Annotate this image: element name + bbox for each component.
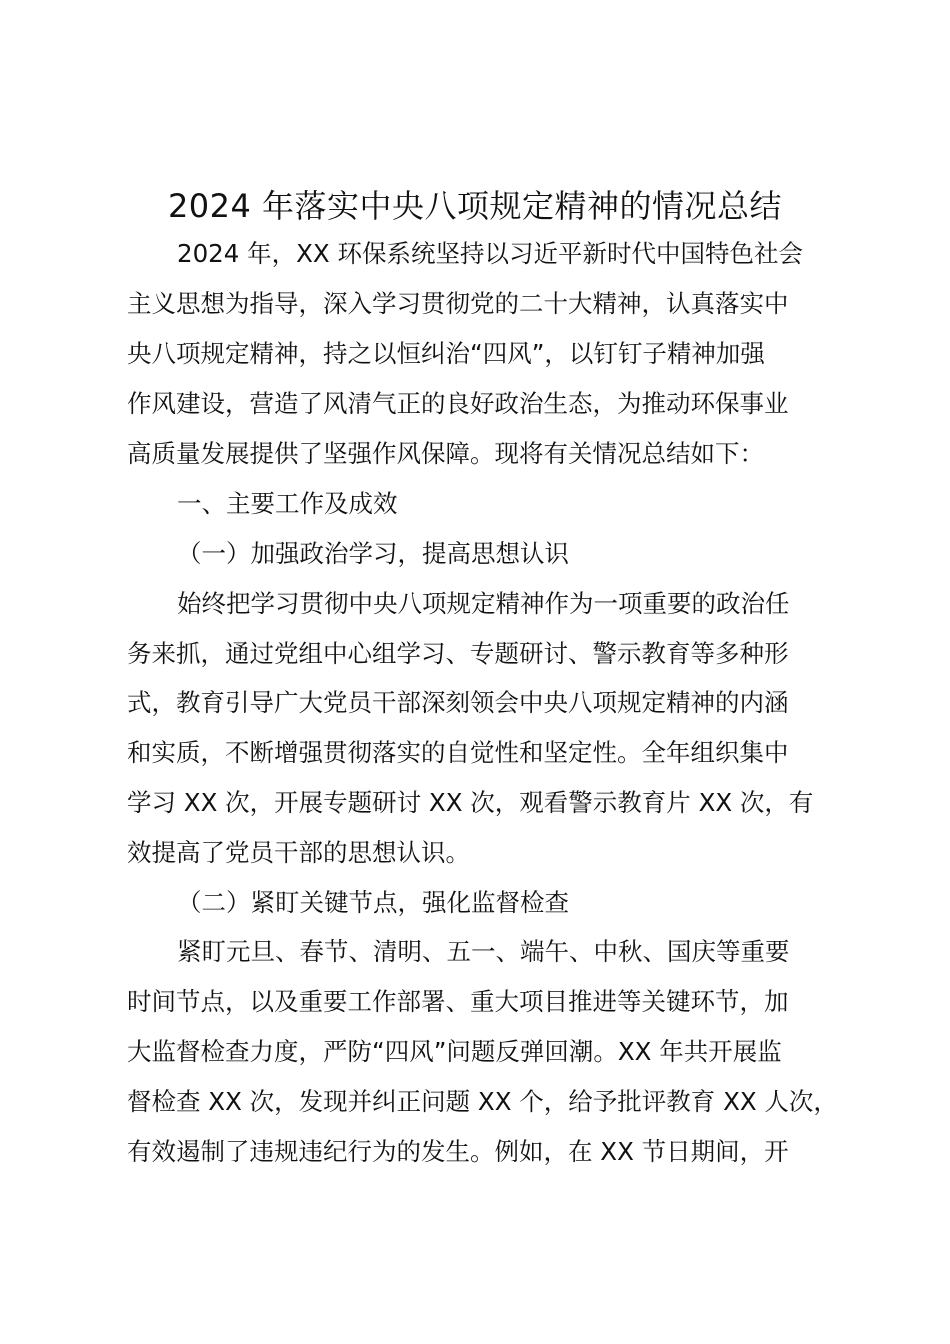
document-title: 2024 年落实中央八项规定精神的情况总结 [167, 187, 783, 225]
paragraph-line: 务来抓，通过党组中心组学习、专题研讨、警示教育等多种形 [127, 639, 789, 668]
paragraph-line: 大监督检查力度，严防“四风”问题反弹回潮。XX 年共开展监 [127, 1037, 782, 1066]
paragraph-line: 督检查 XX 次，发现并纠正问题 XX 个，给予批评教育 XX 人次， [127, 1087, 838, 1116]
paragraph-line: 紧盯元旦、春节、清明、五一、端午、中秋、国庆等重要 [177, 937, 790, 966]
paragraph-line: 央八项规定精神，持之以恒纠治“四风”，以钉钉子精神加强 [127, 339, 765, 368]
paragraph-line: 高质量发展提供了坚强作风保障。现将有关情况总结如下： [127, 439, 764, 468]
paragraph-line: 主义思想为指导，深入学习贯彻党的二十大精神，认真落实中 [127, 289, 789, 318]
subsection-heading: （二）紧盯关键节点，强化监督检查 [177, 888, 569, 917]
paragraph-line: 和实质，不断增强贯彻落实的自觉性和坚定性。全年组织集中 [127, 738, 789, 767]
paragraph-line: 2024 年，XX 环保系统坚持以习近平新时代中国特色社会 [177, 239, 803, 268]
subsection-heading: （一）加强政治学习，提高思想认识 [177, 539, 569, 568]
section-heading: 一、主要工作及成效 [177, 489, 398, 518]
paragraph-line: 学习 XX 次，开展专题研讨 XX 次，观看警示教育片 XX 次，有 [127, 788, 814, 817]
paragraph-line: 有效遏制了违规违纪行为的发生。例如，在 XX 节日期间，开 [127, 1137, 789, 1166]
paragraph-line: 式，教育引导广大党员干部深刻领会中央八项规定精神的内涵 [127, 688, 789, 717]
paragraph-line: 始终把学习贯彻中央八项规定精神作为一项重要的政治任 [177, 589, 790, 618]
paragraph-line: 效提高了党员干部的思想认识。 [127, 838, 470, 867]
paragraph-line: 作风建设，营造了风清气正的良好政治生态，为推动环保事业 [127, 389, 789, 418]
paragraph-line: 时间节点，以及重要工作部署、重大项目推进等关键环节，加 [127, 987, 789, 1016]
